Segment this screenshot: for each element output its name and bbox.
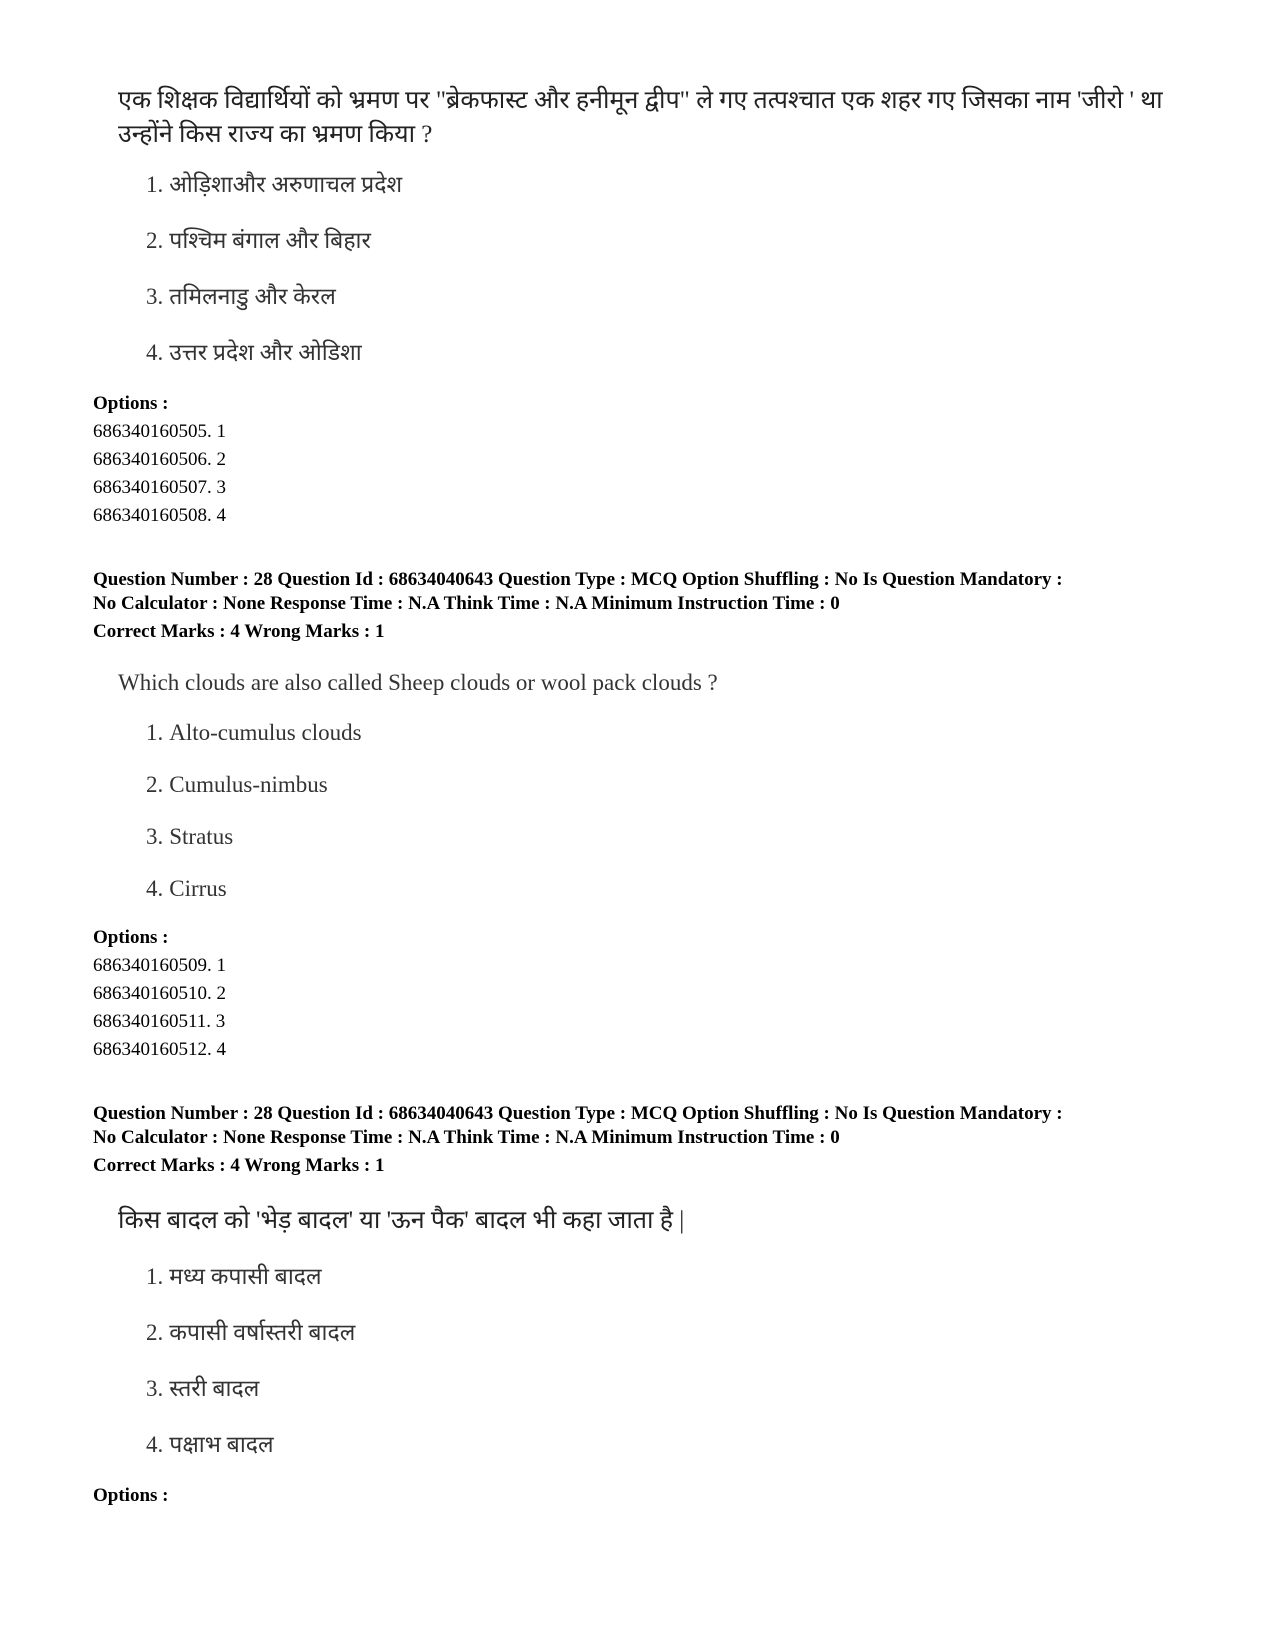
question-2-text: Which clouds are also called Sheep clouds or wool pack clouds ? [118, 670, 718, 695]
question-1-option-id-4: 686340160508. 4 [93, 505, 226, 526]
question-1-choice-2: 2. पश्चिम बंगाल और बिहार [146, 228, 371, 253]
question-1-choice-3: 3. तमिलनाडु और केरल [146, 284, 336, 309]
question-3-choice-1: 1. मध्य कपासी बादल [146, 1264, 322, 1289]
question-2-marks: Correct Marks : 4 Wrong Marks : 1 [93, 621, 385, 642]
question-1-options-heading: Options : [93, 393, 169, 414]
question-1-option-id-2: 686340160506. 2 [93, 449, 226, 470]
question-2-option-id-2: 686340160510. 2 [93, 983, 226, 1004]
question-3-meta [93, 1102, 1193, 1178]
question-2-choice-3: 3. Stratus [146, 824, 234, 849]
question-2-options-heading: Options : [93, 927, 169, 948]
question-1-text-line-2: उन्होंने किस राज्य का भ्रमण किया ? [118, 121, 433, 148]
question-3-meta-line-2: No Calculator : None Response Time : N.A Think Time : N.A Minimum Instruction Time : 0 [93, 1127, 840, 1148]
question-2-meta-line-1: Question Number : 28 Question Id : 68634040643 Question Type : MCQ Option Shuffling : No Is Question Mandatory : [93, 569, 1063, 590]
question-2-option-id-3: 686340160511. 3 [93, 1011, 226, 1032]
question-3-text: किस बादल को 'भेड़ बादल' या 'ऊन पैक' बादल भी कहा जाता है | [118, 1207, 685, 1234]
question-1-option-id-1: 686340160505. 1 [93, 421, 226, 442]
question-3-choice-3: 3. स्तरी बादल [146, 1376, 260, 1401]
question-2-option-id-1: 686340160509. 1 [93, 955, 226, 976]
question-1-text-line-1: एक शिक्षक विद्यार्थियों को भ्रमण पर "ब्रेकफास्ट और हनीमून द्वीप" ले गए तत्पश्चात एक शहर गए जिसका नाम 'जीरो ' था [118, 87, 1163, 114]
question-3-marks: Correct Marks : 4 Wrong Marks : 1 [93, 1155, 385, 1176]
question-3-options-heading: Options : [93, 1485, 169, 1506]
question-2-choice-2: 2. Cumulus-nimbus [146, 772, 328, 797]
question-2-choice-4: 4. Cirrus [146, 876, 227, 901]
question-3-meta-line-1: Question Number : 28 Question Id : 68634040643 Question Type : MCQ Option Shuffling : No Is Question Mandatory : [93, 1103, 1063, 1124]
question-2-option-id-4: 686340160512. 4 [93, 1039, 226, 1060]
question-1-choice-4: 4. उत्तर प्रदेश और ओडिशा [146, 340, 362, 365]
question-2-meta-line-2: No Calculator : None Response Time : N.A Think Time : N.A Minimum Instruction Time : 0 [93, 593, 840, 614]
question-3-choice-2: 2. कपासी वर्षास्तरी बादल [146, 1320, 356, 1345]
question-2-choice-1: 1. Alto-cumulus clouds [146, 720, 362, 745]
question-1-choice-1: 1. ओड़िशाऔर अरुणाचल प्रदेश [146, 172, 403, 197]
question-1-option-id-3: 686340160507. 3 [93, 477, 226, 498]
question-2-meta [93, 568, 1193, 644]
question-1-text [118, 84, 1198, 152]
question-3-choice-4: 4. पक्षाभ बादल [146, 1432, 274, 1457]
